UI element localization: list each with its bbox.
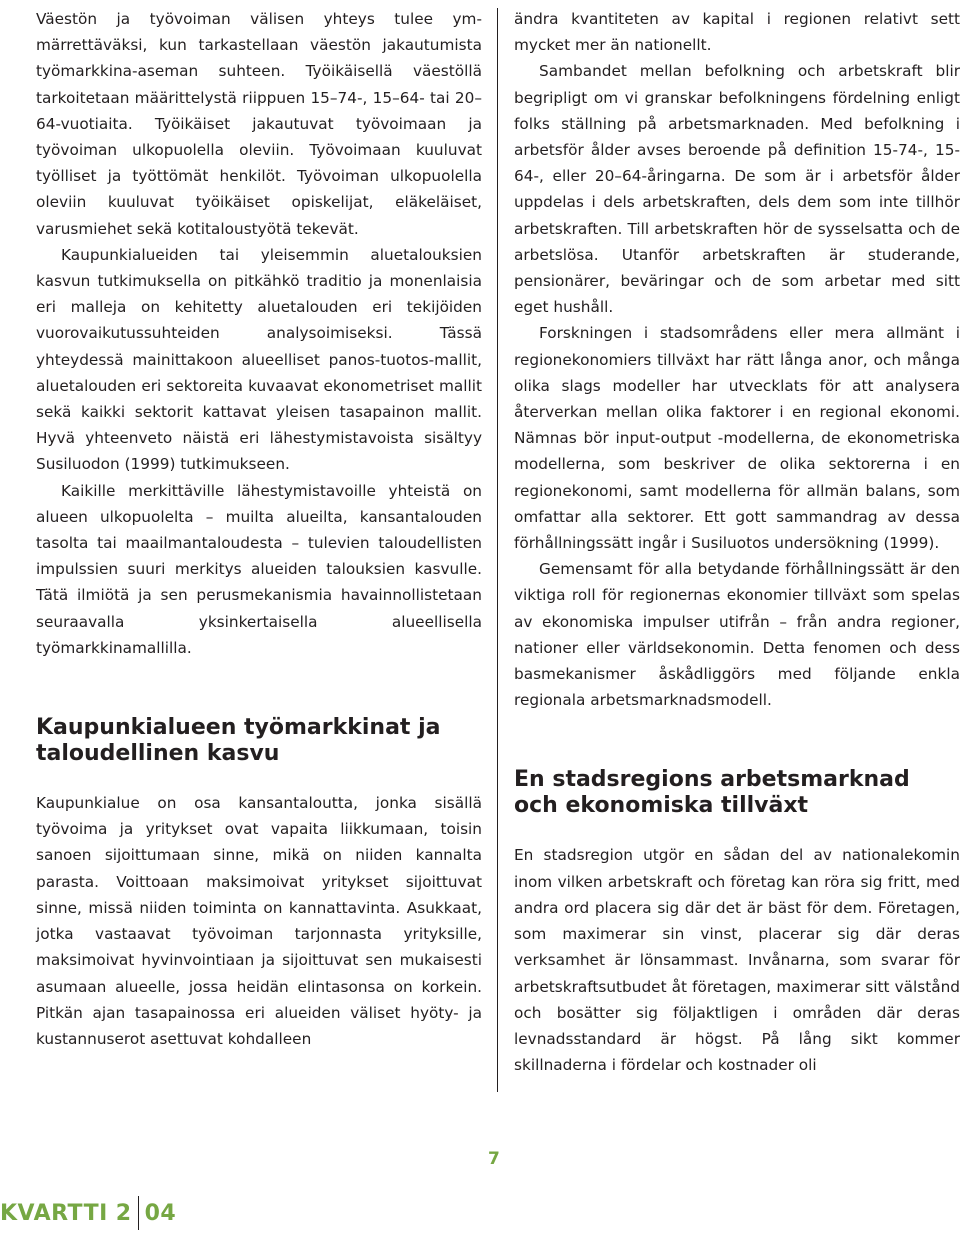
- paragraph: Kaikille merkittäville lähestymistavoille yhteistä on alueen ulkopuolelta – muilta alueilta, kansantalouden tasolta tai maailmantaloudesta – tulevien taloudellisten impulssien suuri merkitys alueiden talouksien kasvulle. Tätä ilmiötä ja sen perusmekanismia havainnollistetaan seuraavalla yksinkertaisella alueellisella työmarkkinamallilla.: [36, 481, 482, 657]
- left-column: [36, 6, 482, 1052]
- issue-year: 04: [144, 1200, 177, 1226]
- section-heading: En stadsregions arbetsmarknad och ekonomiska tillväxt: [514, 767, 910, 818]
- paragraph: Väestön ja työvoiman välisen yhteys tulee ymmärrettäväksi, kun tarkastellaan väestön jakautumista työmarkkina-aseman suhteen. Työikäisellä väestöllä tarkoitetaan määrittelystä riippuen 15–74-, 15–64- tai 20–64-vuotiaita. Työikäiset jakautuvat työvoimaan ja työvoiman ulkopuolella oleviin. Työvoimaan kuuluvat työlliset ja työttömät henkilöt. Työvoiman ulkopuolella oleviin kuuluvat työikäiset opiskelijat, eläkeläiset, varusmiehet sekä kotitaloustyötä tekevät.: [36, 10, 482, 238]
- footer-brand: [0, 1196, 176, 1230]
- paragraph: Gemensamt för alla betydande förhållningssätt är den viktiga roll för regionernas ekonomier tillväxt som spelas av ekonomiska impulser utifrån – från andra regioner, nationer eller världsekonomin. Detta fenomen och dess basmekanismer åskådliggörs med följande enkla regionala arbetsmarknadsmodell.: [514, 560, 960, 710]
- page-number: 7: [488, 1149, 500, 1169]
- issue-number: 2: [115, 1200, 132, 1226]
- paragraph: ändra kvantiteten av kapital i regionen relativt sett mycket mer än nationellt.: [514, 10, 960, 55]
- issue-separator: [138, 1196, 139, 1230]
- paragraph: Sambandet mellan befolkning och arbetskraft blir begripligt om vi granskar befolkningens fördelning enligt folks ställning på arbetsmarknaden. Med befolkning i arbetsför ålder avses beroende på definition 15-74-, 15-64-, eller 20–64-åringarna. De som är i arbetsför ålder uppdelas i dels arbetskraften, dels dem som inte tillhör arbetskraften. Till arbetskraften hör de sysselsatta och de arbetslösa. Utanför arbetskraften är studerande, pensionärer, beväringar och de som arbetar med sitt eget hushåll.: [514, 62, 960, 317]
- section-heading: Kaupunkialueen työmarkkinat ja taloudellinen kasvu: [36, 715, 441, 766]
- paragraph: Kaupunkialueiden tai yleisemmin aluetalouksien kasvun tutkimuksella on pitkähkö traditio ja monenlaisia eri malleja on kehitetty aluetalouden eri tekijöiden vuorovaikutussuhteiden analysoimiseksi. Tässä yhteydessä mainittakoon alueelliset panos-tuotos-mallit, aluetalouden eri sektoreita kuvaavat ekonometriset mallit sekä kaikki sektorit kattavat yleisen tasapainon mallit. Hyvä yhteenveto näistä eri lähestymistavoista sisältyy Susiluodon (1999) tutkimukseen.: [36, 245, 482, 474]
- column-divider: [497, 8, 498, 1092]
- paragraph: En stadsregion utgör en sådan del av nationalekomin inom vilken arbetskraft och företag kan röra sig fritt, med andra ord placera sig där det är bäst för dem. Företagen, som maximerar sin vinst, placerar sig där deras verksamhet är lönsammast. Invånarna, som svarar för arbetskraftsutbudet åt företagen, maximerar sitt välstånd och bosätter sig följaktligen i områden där deras levnadsstandard är högst. På lång sikt kommer skillnaderna i fördelar och kostnader oli: [514, 846, 960, 1075]
- right-column: [514, 6, 960, 1078]
- brand-name: KVARTTI: [0, 1200, 108, 1226]
- paragraph: Kaupunkialue on osa kansantaloutta, jonka sisällä työvoima ja yritykset ovat vapaita liikkumaan, toisin sanoen sijoittumaan sinne, mikä on niiden kannalta parasta. Voittoaan maksimoivat yritykset sijoittuvat sinne, missä niiden toiminta on kannattavinta. Asukkaat, jotka vastaavat työvoiman tarjonnasta yrityksille, maksimoivat hyvinvointiaan ja sijoittuvat sen mukaisesti asumaan alueelle, jossa heidän elintasonsa on korkein. Pitkän ajan tasapainossa eri alueiden väliset hyöty- ja kustannuserot asettuvat kohdalleen: [36, 794, 482, 1048]
- paragraph: Forskningen i stadsområdens eller mera allmänt i regionekonomiers tillväxt har rätt långa anor, och många olika slags modeller har utvecklats för att analysera återverkan mellan olika faktorer i en regional ekonomi. Nämnas bör input-output -modellerna, de ekonometriska modellerna, som beskriver de olika sektorerna i en regionekonomi, samt modellerna för allmän balans, som omfattar alla sektorer. Ett gott sammandrag av dessa förhållningssätt ingår i Susiluotos undersökning (1999).: [514, 324, 960, 553]
